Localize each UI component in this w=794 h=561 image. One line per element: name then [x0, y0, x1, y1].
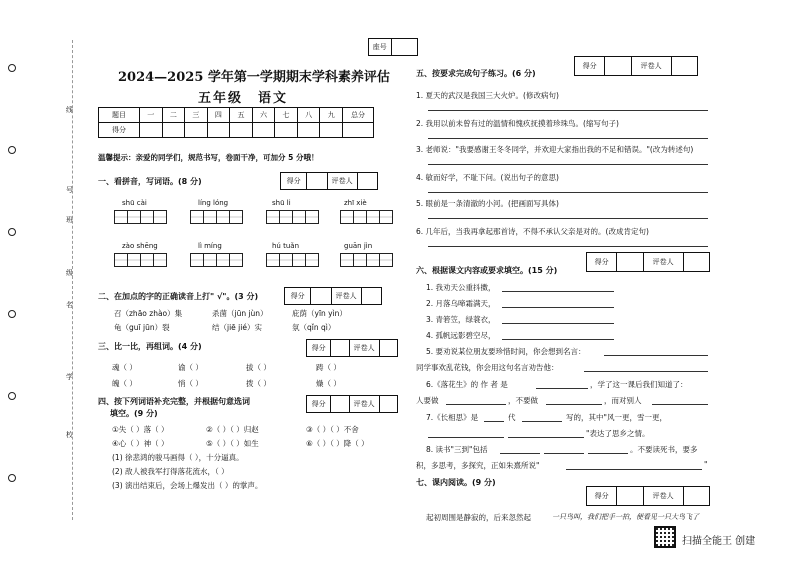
- grader-input[interactable]: [380, 396, 397, 412]
- score-box: [574, 56, 698, 76]
- score-cell[interactable]: [230, 123, 253, 138]
- score-table-score-row: [99, 123, 374, 138]
- grader-label: 评卷人: [632, 57, 672, 75]
- fill-line: ，学了这一课后我们知道了：: [590, 380, 688, 389]
- fill-sentence[interactable]: (2) 敌人被我军打得落花流水，（ ）: [112, 467, 229, 476]
- fill-line: ": [704, 460, 708, 469]
- score-label: 得分: [575, 57, 605, 75]
- score-input[interactable]: [605, 57, 631, 75]
- idiom-item[interactable]: ①失（ ）落（ ）: [112, 425, 169, 434]
- score-input[interactable]: [331, 396, 349, 412]
- answer-line[interactable]: [500, 453, 540, 454]
- compare-item[interactable]: 踌（ ）: [316, 363, 341, 372]
- score-table-cell: 六: [252, 108, 275, 123]
- grader-input[interactable]: [684, 253, 709, 271]
- compare-item[interactable]: 悄（ ）: [178, 379, 203, 388]
- pinyin: zào shēng: [122, 242, 158, 250]
- score-input[interactable]: [617, 253, 643, 271]
- idiom-item[interactable]: ⑤（ ）（ ）如生: [206, 439, 259, 448]
- score-input[interactable]: [311, 288, 331, 304]
- page-title: 2024—2025 学年第一学期期末学科素养评估: [118, 70, 390, 85]
- score-cell[interactable]: [162, 123, 185, 138]
- compare-item[interactable]: 拨（ ）: [246, 379, 271, 388]
- section4-heading: 四、按下列词语补充完整，并根据句意选词: [98, 397, 250, 406]
- writing-grid[interactable]: [114, 253, 166, 267]
- grader-input[interactable]: [380, 340, 397, 356]
- idiom-item[interactable]: ③（ ）（ ）不舍: [306, 425, 359, 434]
- section3-heading: 三、比一比，再组词。(4 分): [98, 342, 202, 351]
- answer-line[interactable]: [544, 453, 584, 454]
- exercise-question: 3. 老师说："我要感谢王冬冬同学，并欢迎大家指出我的不足和错误。"(改为转述句): [416, 145, 694, 154]
- tip-text: 温馨提示：亲爱的同学们，规范书写，卷面干净，可加分 5 分哦！: [98, 153, 319, 162]
- score-label: 得分: [587, 487, 617, 505]
- score-table-cell: 题目: [99, 108, 140, 123]
- seat-label: 座号: [369, 39, 392, 55]
- fill-line: 5. 要劝说某位朋友要珍惜时间，你会想到名言：: [426, 347, 586, 356]
- exercise-question: 1. 夏天的武汉是我国三大火炉。(修改病句): [416, 91, 559, 100]
- fill-line: 3. 青箬笠，绿蓑衣，: [426, 315, 496, 324]
- compare-item[interactable]: 谕（ ）: [178, 363, 203, 372]
- fill-line: 2. 月落乌啼霜满天，: [426, 299, 496, 308]
- grader-label: 评卷人: [332, 288, 362, 304]
- answer-line[interactable]: [546, 404, 602, 405]
- answer-line[interactable]: [588, 453, 628, 454]
- pinyin: zhī xiè: [344, 199, 367, 207]
- score-cell[interactable]: [320, 123, 343, 138]
- score-table-header-row: [99, 108, 374, 123]
- score-cell[interactable]: [252, 123, 275, 138]
- handwritten-text: 一只鸟叫，我们把手一拍，便看见一只大鸟飞了: [552, 513, 699, 521]
- score-input[interactable]: [331, 340, 349, 356]
- watermark-text: 扫描全能王 创建: [682, 536, 756, 547]
- writing-grid[interactable]: [114, 210, 166, 224]
- score-cell[interactable]: [207, 123, 230, 138]
- fill-line: "表达了思乡之情。: [586, 429, 650, 438]
- answer-line[interactable]: [566, 469, 702, 470]
- score-table-cell: 二: [162, 108, 185, 123]
- pronunciation-item[interactable]: 龟（guī jūn）裂: [114, 323, 170, 332]
- answer-line[interactable]: [484, 421, 504, 422]
- fill-line: 同学事欢乱花钱，你会用这句名言劝告他：: [416, 363, 559, 372]
- score-table-cell: 七: [275, 108, 298, 123]
- binding-label: 校: [66, 431, 73, 439]
- exercise-question: 2. 我用以前未曾有过的温情和愧疚抚摸着珍珠鸟。(缩写句子): [416, 119, 619, 128]
- score-table-cell: 四: [207, 108, 230, 123]
- compare-item[interactable]: 拔（ ）: [246, 363, 271, 372]
- pinyin: lì míng: [198, 242, 222, 250]
- section6-heading: 六、根据课文内容或要求填空。(15 分): [416, 266, 558, 275]
- compare-item[interactable]: 燥（ ）: [316, 379, 341, 388]
- pinyin: líng lóng: [198, 199, 229, 207]
- fill-line: 代: [508, 413, 516, 422]
- answer-line[interactable]: [652, 404, 708, 405]
- score-table-cell: 九: [320, 108, 343, 123]
- section5-heading: 五、按要求完成句子练习。(6 分): [416, 69, 536, 78]
- section4-heading-cont: 填空。(9 分): [110, 409, 158, 418]
- fill-line: 积，多思考，多探究，正如朱熹所说": [416, 461, 540, 470]
- grader-label: 评卷人: [350, 340, 380, 356]
- binding-hole: [8, 146, 16, 154]
- idiom-item[interactable]: ⑥（ ）（ ）降（ ）: [306, 439, 369, 448]
- fill-sentence[interactable]: (3) 演出结束后，会场上爆发出（ ）的掌声。: [112, 481, 263, 490]
- fill-line: 6.《落花生》的 作 者 是: [426, 380, 508, 389]
- score-box: [280, 172, 378, 190]
- binding-label: 名: [66, 301, 73, 309]
- exercise-question: 5. 眼前是一条清澈的小河。(把画面写具体): [416, 199, 559, 208]
- idiom-item[interactable]: ④心（ ）神（ ）: [112, 439, 169, 448]
- answer-line[interactable]: [584, 371, 708, 372]
- qr-code-icon: [654, 526, 676, 548]
- binding-margin: [0, 0, 72, 561]
- fill-line: 。不要读死书，要多: [630, 445, 698, 454]
- score-box: [586, 252, 710, 272]
- pronunciation-item[interactable]: 庇荫（yīn yìn）: [292, 309, 347, 318]
- score-table-cell: 得分: [99, 123, 140, 138]
- answer-line[interactable]: [428, 437, 504, 438]
- binding-label: 班: [66, 216, 73, 224]
- grader-input[interactable]: [358, 173, 377, 189]
- grader-label: 评卷人: [350, 396, 380, 412]
- pinyin: shū li: [272, 199, 291, 207]
- fill-line: 4. 孤帆远影碧空尽，: [426, 331, 496, 340]
- grader-label: 评卷人: [644, 487, 684, 505]
- score-table-cell: 一: [140, 108, 163, 123]
- pronunciation-item[interactable]: 召（zhāo zhào）集: [114, 309, 183, 318]
- score-cell[interactable]: [140, 123, 163, 138]
- answer-line[interactable]: [428, 218, 708, 219]
- binding-label: 线: [66, 106, 73, 114]
- score-box: [586, 486, 710, 506]
- exercise-question: 4. 敏而好学，不耻下问。(说出句子的意思): [416, 173, 559, 182]
- exercise-question: 6. 几年后，当我再拿起那首诗，不得不承认父亲是对的。(改成肯定句): [416, 227, 649, 236]
- grader-input[interactable]: [672, 57, 697, 75]
- answer-line[interactable]: [502, 307, 614, 308]
- fill-line: ，而对别人: [604, 396, 642, 405]
- score-box: [306, 395, 398, 413]
- score-label: 得分: [281, 173, 307, 189]
- grader-input[interactable]: [684, 487, 709, 505]
- seat-box: [368, 38, 418, 56]
- pinyin: guān jìn: [344, 242, 373, 250]
- fill-line: 7.《长相思》是: [426, 413, 479, 422]
- grade-label: 五年级: [198, 91, 244, 106]
- idiom-item[interactable]: ②（ ）（ ）归赵: [206, 425, 259, 434]
- answer-line[interactable]: [428, 164, 708, 165]
- score-box: [284, 287, 382, 305]
- pinyin: shū cài: [122, 199, 147, 207]
- score-table-cell: 五: [230, 108, 253, 123]
- score-label: 得分: [285, 288, 311, 304]
- grader-input[interactable]: [362, 288, 381, 304]
- answer-line[interactable]: [428, 246, 708, 247]
- score-table: [98, 107, 374, 138]
- fill-line: 人要做: [416, 396, 439, 405]
- pronunciation-item[interactable]: 杀菌（jūn jùn）: [212, 309, 268, 318]
- fill-sentence[interactable]: (1) 徐悲鸿的骏马画得（ ），十分逼真。: [112, 453, 244, 462]
- writing-grid[interactable]: [266, 210, 318, 224]
- answer-line[interactable]: [428, 138, 708, 139]
- score-cell[interactable]: [185, 123, 208, 138]
- score-input[interactable]: [307, 173, 327, 189]
- score-input[interactable]: [617, 487, 643, 505]
- score-cell[interactable]: [343, 123, 374, 138]
- fill-line: 8. 读书"三到"包括: [426, 445, 488, 454]
- binding-label: 号: [66, 186, 73, 194]
- answer-line[interactable]: [502, 323, 614, 324]
- binding-hole: [8, 228, 16, 236]
- score-box: [306, 339, 398, 357]
- answer-line[interactable]: [536, 388, 588, 389]
- subject-label: 语文: [258, 91, 289, 106]
- grader-label: 评卷人: [328, 173, 358, 189]
- reading-passage: 起初周围是静寂的，后来忽然起: [426, 513, 531, 522]
- grader-label: 评卷人: [644, 253, 684, 271]
- answer-line[interactable]: [502, 291, 614, 292]
- score-cell[interactable]: [275, 123, 298, 138]
- section1-heading: 一、看拼音，写词语。(8 分): [98, 177, 202, 186]
- score-table-cell: 八: [297, 108, 320, 123]
- writing-grid[interactable]: [340, 253, 392, 267]
- answer-line[interactable]: [428, 192, 708, 193]
- score-table-cell: 三: [185, 108, 208, 123]
- score-cell[interactable]: [297, 123, 320, 138]
- writing-grid[interactable]: [190, 253, 242, 267]
- binding-hole: [8, 310, 16, 318]
- writing-grid[interactable]: [266, 253, 318, 267]
- binding-label: 级: [66, 269, 73, 277]
- score-label: 得分: [587, 253, 617, 271]
- cut-line: [72, 40, 73, 520]
- fill-line: 1. 我劝天公重抖擞，: [426, 283, 496, 292]
- score-label: 得分: [307, 396, 331, 412]
- binding-hole: [8, 64, 16, 72]
- fill-line: ，不要做: [508, 396, 538, 405]
- compare-item[interactable]: 魂（ ）: [112, 363, 137, 372]
- section7-heading: 七、课内阅读。(9 分): [416, 478, 496, 487]
- seat-value[interactable]: [392, 39, 417, 55]
- binding-hole: [8, 392, 16, 400]
- binding-hole: [8, 474, 16, 482]
- score-label: 得分: [307, 340, 331, 356]
- answer-line[interactable]: [428, 110, 708, 111]
- answer-line[interactable]: [502, 339, 614, 340]
- pronunciation-item[interactable]: 结（jiē jié）实: [212, 323, 262, 332]
- pinyin: hú tuǎn: [272, 242, 300, 250]
- pronunciation-item[interactable]: 氛（qǐn qì）: [292, 323, 336, 332]
- answer-line[interactable]: [508, 437, 584, 438]
- section2-heading: 二、在加点的字的正确读音上打" √"。(3 分): [98, 292, 259, 301]
- fill-line: 写的，其中"风一更，雪一更，: [566, 413, 667, 422]
- answer-line[interactable]: [604, 355, 708, 356]
- writing-grid[interactable]: [190, 210, 242, 224]
- answer-line[interactable]: [522, 421, 562, 422]
- answer-line[interactable]: [446, 404, 506, 405]
- binding-label: 学: [66, 373, 73, 381]
- score-table-cell: 总分: [343, 108, 374, 123]
- compare-item[interactable]: 魄（ ）: [112, 379, 137, 388]
- writing-grid[interactable]: [340, 210, 392, 224]
